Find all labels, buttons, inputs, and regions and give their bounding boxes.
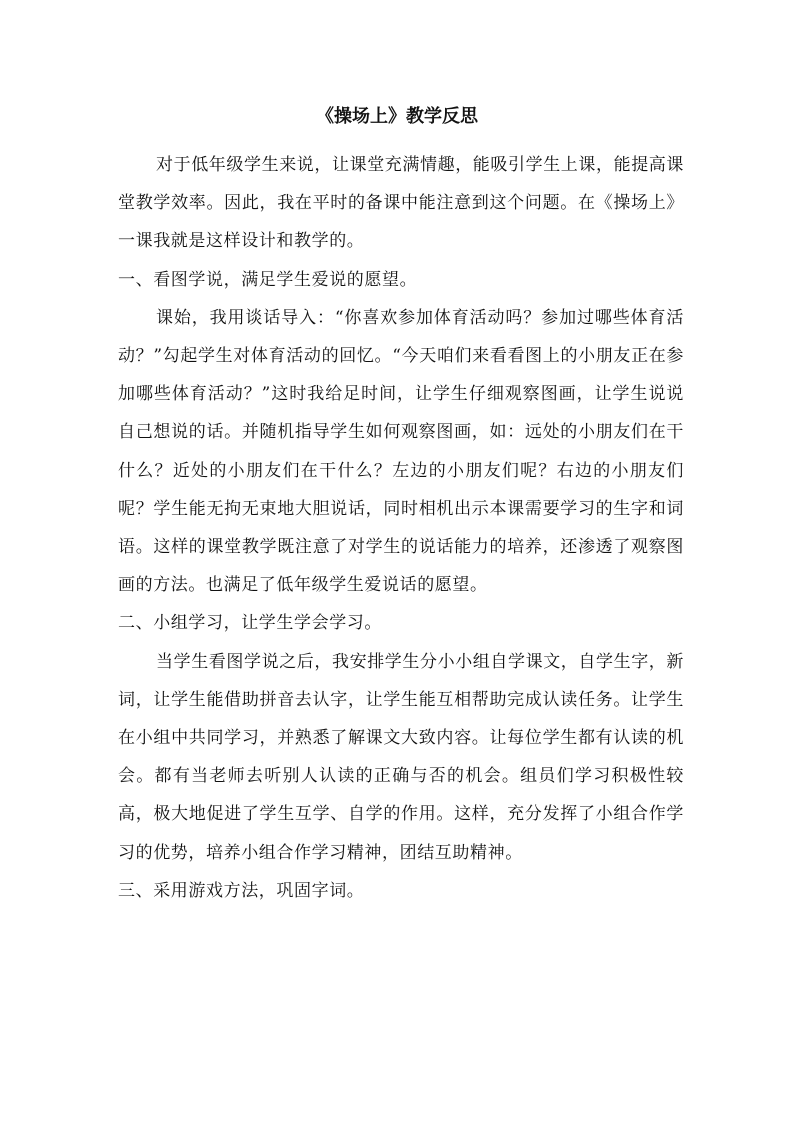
section-heading-2: 二、小组学习，让学生学会学习。 [118,613,382,634]
document-title: 《操场上》教学反思 [316,106,478,127]
section-2-paragraph: 当学生看图学说之后，我安排学生分小小组自学课文，自学生字，新词，让学生能借助拼音去认字，让学生能互相帮助完成认读任务。让学生在小组中共同学习，并熟悉了解课文大致内容。让每位学生都有认读的机会。都有当老师去听别人认读的正确与否的机会。组员们学习积极性较高，极大地促进了学生互学、自学的作用。这样，充分发挥了小组合作学习的优势，培养小组合作学习精神，团结互助精神。 [118,651,684,863]
section-heading-1: 一、看图学说，满足学生爱说的愿望。 [118,269,418,290]
section-1-paragraph: 课始，我用谈话导入：“你喜欢参加体育活动吗？参加过哪些体育活动？”勾起学生对体育活动的回忆。“今天咱们来看看图上的小朋友正在参加哪些体育活动？”这时我给足时间，让学生仔细观察图画，让学生说说自己想说的话。并随机指导学生如何观察图画，如：远处的小朋友们在干什么？近处的小朋友们在干什么？左边的小朋友们呢？右边的小朋友们呢？学生能无拘无束地大胆说话，同时相机出示本课需要学习的生字和词语。这样的课堂教学既注意了对学生的说话能力的培养，还渗透了观察图画的方法。也满足了低年级学生爱说话的愿望。 [118,307,684,596]
document-body [118,146,684,910]
section-heading-3: 三、采用游戏方法，巩固字词。 [118,880,365,901]
intro-paragraph: 对于低年级学生来说，让课堂充满情趣，能吸引学生上课，能提高课堂教学效率。因此，我在平时的备课中能注意到这个问题。在《操场上》一课我就是这样设计和教学的。 [118,155,684,252]
